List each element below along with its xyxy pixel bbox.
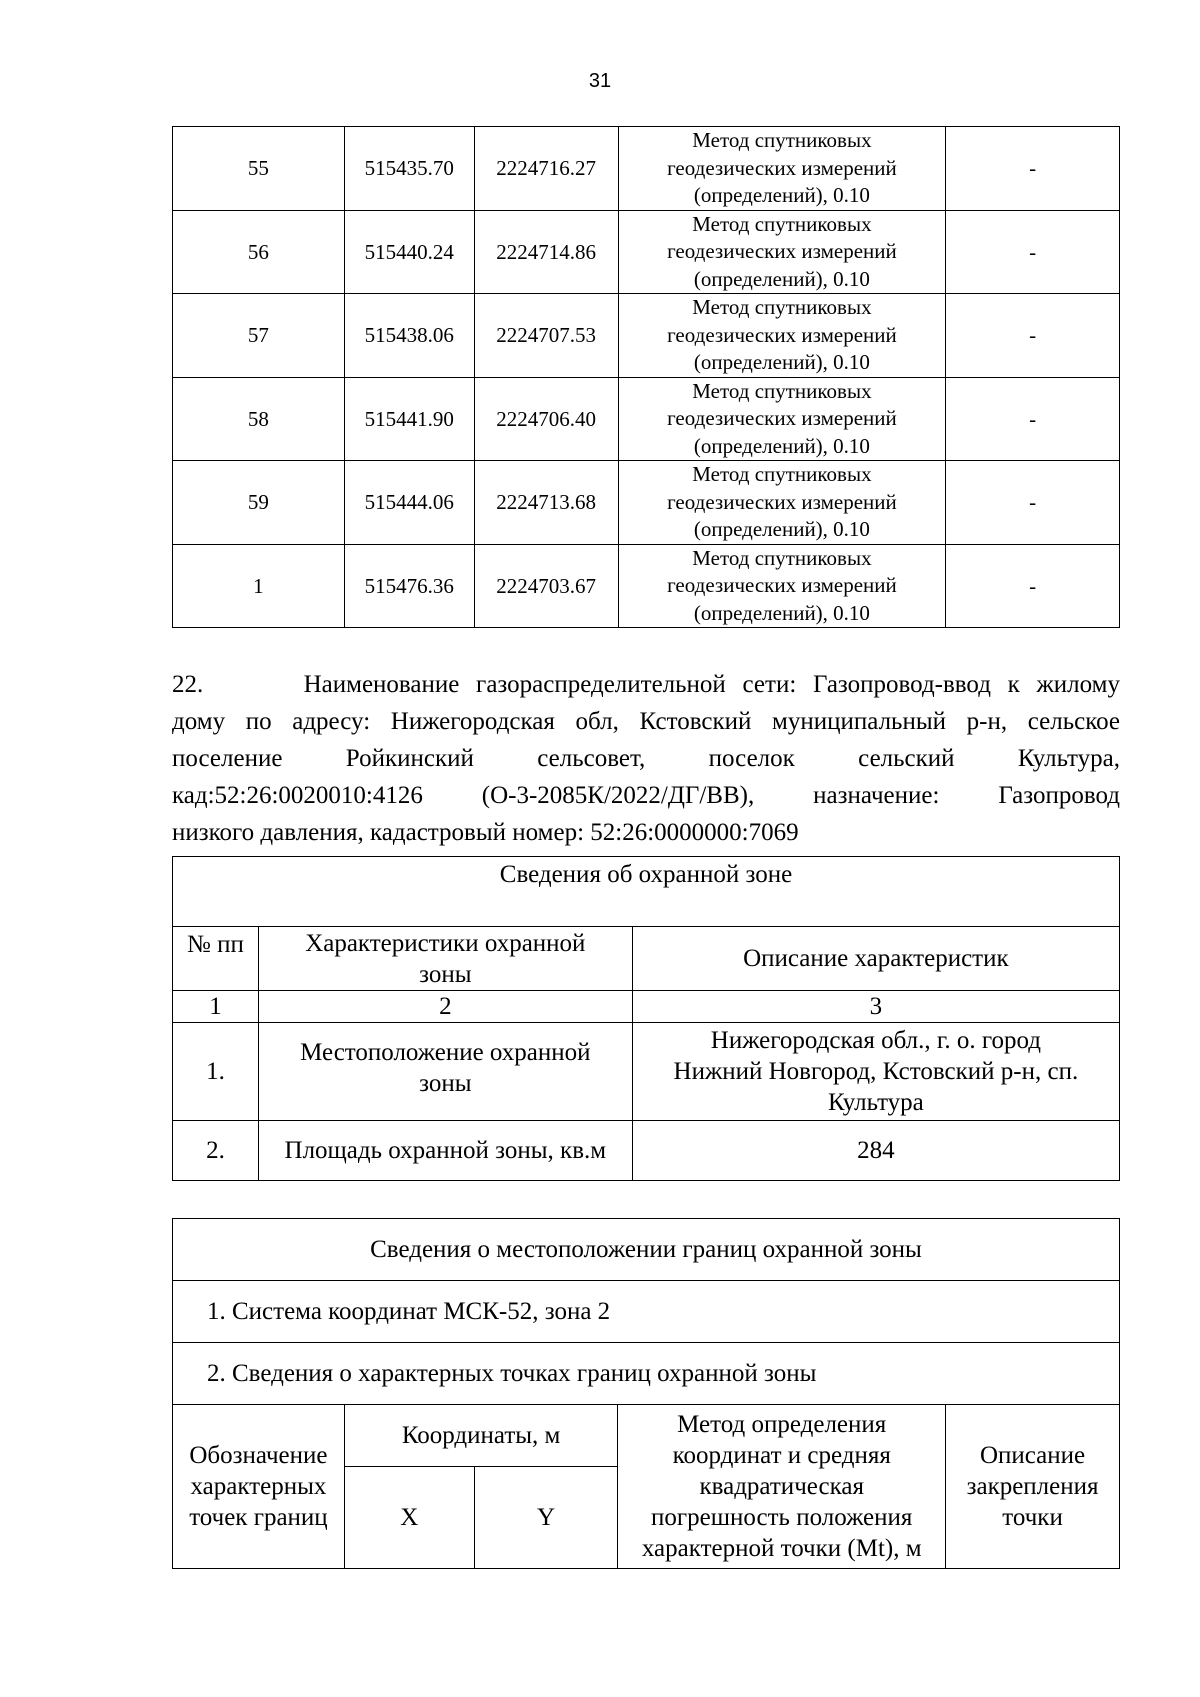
coordinate-row — [173, 461, 1120, 545]
row-value: 284 — [632, 1121, 1119, 1181]
method-cell — [618, 294, 946, 378]
method-line: (определений), 0.10 — [693, 350, 870, 374]
method-line: Метод спутниковых — [692, 211, 872, 236]
x-cell: 515441.90 — [344, 377, 474, 461]
method-line: Метод спутниковых — [692, 378, 872, 403]
point-cell: 57 — [173, 294, 345, 378]
method-line: (определений), 0.10 — [693, 517, 870, 541]
page-number: 31 — [588, 70, 612, 92]
method-line: (определений), 0.10 — [693, 433, 870, 458]
section-line: поселение Ройкинский сельсовет, поселок сельский Культура, — [172, 745, 1120, 772]
coordinate-row — [173, 377, 1120, 461]
index-cell: 3 — [632, 991, 1119, 1023]
section-line: низкого давления, кадастровый номер: 52:26:0000000:7069 — [172, 819, 799, 846]
fixing-cell: - — [946, 377, 1120, 461]
header-coordinates: Координаты, м — [344, 1405, 617, 1467]
section-22 — [172, 666, 1120, 851]
boundaries-table — [172, 1218, 1120, 1569]
coordinate-row — [173, 544, 1120, 628]
point-cell: 1 — [173, 544, 345, 628]
fixing-cell: - — [946, 461, 1120, 545]
x-cell: 515438.06 — [344, 294, 474, 378]
coordinate-row — [173, 127, 1120, 211]
row-value: Нижегородская обл., г. о. город Нижний Новгород, Кстовский р-н, сп. Культура — [632, 1023, 1119, 1121]
y-cell: 2224706.40 — [474, 377, 618, 461]
header-characteristics: Характеристики охранной зоны — [258, 927, 632, 991]
method-line: геодезических измерений — [667, 155, 897, 180]
header-num: № пп — [173, 927, 259, 991]
coordinate-row — [173, 210, 1120, 294]
method-line: геодезических измерений — [667, 573, 897, 597]
method-line: Метод спутниковых — [692, 128, 872, 152]
method-cell — [618, 377, 946, 461]
header-designation: Обозначение характерных точек границ — [173, 1405, 345, 1569]
row-num: 2. — [173, 1121, 259, 1181]
coordinates-table — [172, 126, 1120, 628]
y-cell: 2224707.53 — [474, 294, 618, 378]
point-cell: 59 — [173, 461, 345, 545]
y-cell: 2224713.68 — [474, 461, 618, 545]
method-line: Метод спутниковых — [692, 295, 872, 319]
method-line: (определений), 0.10 — [693, 600, 870, 625]
section-line: дому по адресу: Нижегородская обл, Кстовский муниципальный р-н, сельское — [172, 708, 1120, 735]
fixing-cell: - — [946, 210, 1120, 294]
x-cell: 515476.36 — [344, 544, 474, 628]
method-line: (определений), 0.10 — [693, 183, 870, 207]
method-line: (определений), 0.10 — [693, 266, 870, 291]
point-cell: 56 — [173, 210, 345, 294]
method-cell — [618, 461, 946, 545]
row-num: 1. — [173, 1023, 259, 1121]
index-cell: 2 — [258, 991, 632, 1023]
point-cell: 55 — [173, 127, 345, 211]
header-y: Y — [474, 1467, 618, 1569]
fixing-cell: - — [946, 127, 1120, 211]
zone-info-title: Сведения об охранной зоне — [173, 857, 1120, 927]
method-line: Метод спутниковых — [692, 545, 872, 570]
row-name: Местоположение охранной зоны — [258, 1023, 632, 1121]
index-cell: 1 — [173, 991, 259, 1023]
y-cell: 2224716.27 — [474, 127, 618, 211]
section-line: 22. Наименование газораспределительной сети: Газопровод-ввод к жилому — [172, 671, 1120, 698]
fixing-cell: - — [946, 294, 1120, 378]
x-cell: 515444.06 — [344, 461, 474, 545]
method-line: геодезических измерений — [667, 489, 897, 514]
method-cell — [618, 210, 946, 294]
method-line: геодезических измерений — [667, 406, 897, 430]
header-description: Описание характеристик — [632, 927, 1119, 991]
row-name: Площадь охранной зоны, кв.м — [258, 1121, 632, 1181]
point-cell: 58 — [173, 377, 345, 461]
method-line: геодезических измерений — [667, 239, 897, 263]
zone-info-table — [172, 856, 1120, 1181]
x-cell: 515440.24 — [344, 210, 474, 294]
fixing-cell: - — [946, 544, 1120, 628]
method-cell — [618, 127, 946, 211]
points-title: 2. Сведения о характерных точках границ охранной зоны — [173, 1343, 1120, 1405]
y-cell: 2224714.86 — [474, 210, 618, 294]
header-fixing: Описание закрепления точки — [946, 1405, 1120, 1569]
section-line: кад:52:26:0020010:4126 (О-3-2085К/2022/ДГ/ВВ), назначение: Газопровод — [172, 782, 1120, 809]
header-method: Метод определения координат и средняя квадратическая погрешность положения характерной точки (Mt), м — [618, 1405, 946, 1569]
method-line: Метод спутниковых — [692, 462, 872, 486]
coordinate-system: 1. Система координат МСК-52, зона 2 — [173, 1281, 1120, 1343]
x-cell: 515435.70 — [344, 127, 474, 211]
coordinate-row — [173, 294, 1120, 378]
method-line: геодезических измерений — [667, 322, 897, 347]
header-x: X — [344, 1467, 474, 1569]
boundaries-title: Сведения о местоположении границ охранной зоны — [173, 1219, 1120, 1281]
method-cell — [618, 544, 946, 628]
y-cell: 2224703.67 — [474, 544, 618, 628]
